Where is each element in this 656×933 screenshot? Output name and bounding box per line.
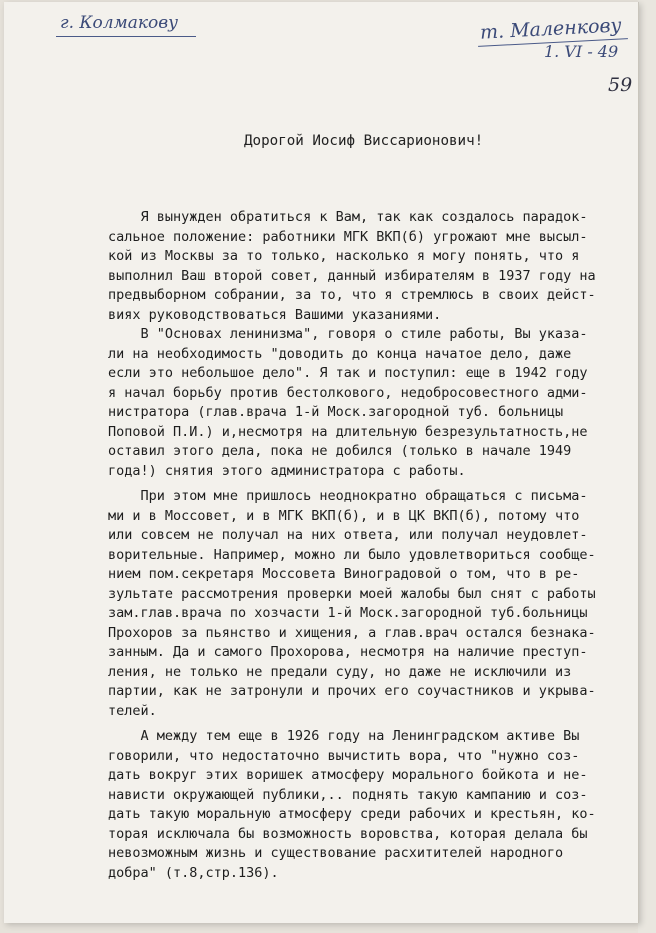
text-line: сальное положение: работники МГК ВКП(б) угрожают мне высыл- (108, 228, 588, 245)
text-line: года!) снятия этого администратора с работы. (108, 462, 466, 479)
page-edge (638, 0, 656, 933)
handwritten-note-right: т. Маленкову (479, 14, 623, 44)
text-line: торая исключала бы возможность воровства, которая делала бы (108, 825, 588, 842)
text-line: добра" (т.8,стр.136). (108, 864, 279, 881)
salutation: Дорогой Иосиф Виссарионович! (244, 133, 484, 149)
text-line: нием пом.секретаря Моссовета Виноградовой о том, что в ре- (108, 566, 580, 582)
text-line: Прохоров за пьянство и хищения, а глав.врач остался безнака- (108, 624, 596, 641)
text-line: или совсем не получал на них ответа, или получал неудовлет- (108, 527, 588, 543)
handwritten-note-left: г. Колмакову (60, 13, 178, 33)
text-line: зам.глав.врача по хозчасти 1-й Моск.загородной туб.больницы (108, 605, 588, 621)
text-line: виях руководствоваться Вашими указаниями. (108, 306, 442, 323)
text-line: нависти окружающей публики,.. поднять такую кампанию и соз- (108, 786, 588, 803)
text-line: невозможным жизнь и существование расхитителей народного (108, 845, 564, 861)
text-line: ления, не только не предали суду, но даже не исключили из (108, 663, 572, 680)
paragraph (108, 208, 628, 481)
text-line: Я вынужден обратиться к Вам, так как создалось парадок- (108, 209, 588, 225)
text-line: телей. (108, 702, 157, 719)
text-line: дать такую моральную атмосферу среди рабочих и крестьян, ко- (108, 806, 596, 822)
text-line: нистратора (глав.врача 1-й Моск.загородной туб. больницы (108, 404, 564, 420)
text-line: предвыборном собрании, за то, что я стремлюсь в своих дейст- (108, 287, 596, 303)
text-line: оставил этого дела, пока не добился (только в начале 1949 (108, 443, 572, 459)
sheet-number: 59 (608, 74, 633, 96)
text-line: Поповой П.И.) и,несмотря на длительную безрезультатность,не (108, 423, 588, 440)
text-line: говорили, что недостаточно вычистить вора, что "нужно соз- (108, 747, 580, 764)
text-line: При этом мне пришлось неоднократно обращаться с письма- (108, 488, 588, 504)
text-line: ми и в Моссовет, и в МГК ВКП(б), и в ЦК ВКП(б), потому что (108, 507, 580, 524)
letter-body (108, 208, 628, 883)
handwritten-date: 1. VI - 49 (544, 42, 619, 61)
text-line: кой из Москвы за то только, насколько я могу понять, что я (108, 248, 580, 264)
text-line: партии, как не затронули и прочих его соучастников и укрыва- (108, 683, 596, 699)
handwritten-underline-left (56, 36, 196, 37)
text-line: дать вокруг этих воришек атмосферу морального бойкота и не- (108, 767, 588, 783)
text-line: ворительные. Например, можно ли было удовлетвориться сообще- (108, 546, 596, 563)
text-line: выполнил Ваш второй совет, данный избирателям в 1937 году на (108, 267, 596, 284)
text-line: ли на необходимость "доводить до конца начатое дело, даже (108, 345, 572, 362)
text-line: В "Основах ленинизма", говоря о стиле работы, Вы указа- (108, 326, 588, 342)
text-line: я начал борьбу против бестолкового, недобросовестного адми- (108, 384, 588, 401)
paragraph (108, 487, 628, 721)
text-line: зультате рассмотрения проверки моей жалобы был снят с работы (108, 585, 596, 602)
text-line: если это небольшое дело". Я так и поступил: еще в 1942 году (108, 365, 588, 381)
paragraph (108, 727, 628, 883)
text-line: занным. Да и самого Прохорова, несмотря на наличие преступ- (108, 644, 588, 660)
text-line: А между тем еще в 1926 году на Ленинградском активе Вы (108, 728, 580, 744)
document-page (4, 2, 639, 923)
